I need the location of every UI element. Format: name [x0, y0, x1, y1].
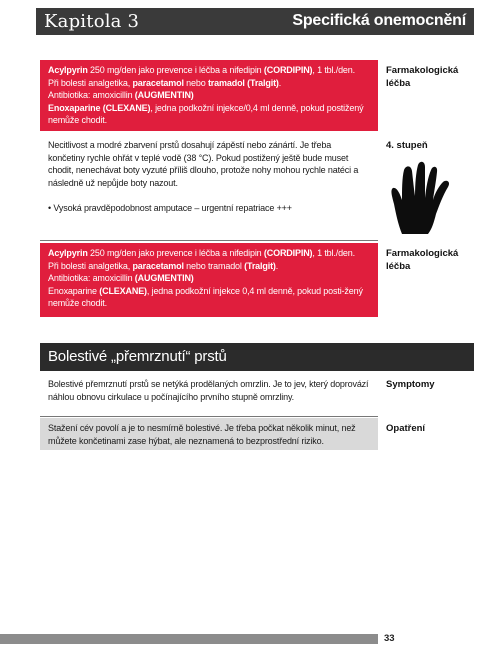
text-line — [48, 89, 370, 102]
text-line — [48, 260, 370, 273]
drug-brand: (CLEXANE) — [99, 285, 147, 296]
drug-name: paracetamol — [132, 77, 184, 88]
text-span: Enoxaparine — [48, 285, 100, 296]
section-label: Specifická onemocnění — [292, 12, 466, 29]
text-span: Antibiotika: amoxicillin — [48, 273, 135, 284]
text-line — [48, 285, 370, 310]
text-line — [48, 64, 370, 77]
drug-name: Acylpyrin — [48, 65, 88, 75]
measures-text — [40, 418, 378, 450]
row-divider — [40, 240, 378, 241]
drug-brand: (Tralgit) — [247, 77, 279, 88]
symptoms-paragraph: Bolestivé přemrznutí prstů se netýká prodělaných omrzlin. Je to jev, který doprovází náhlou obnovu cirkulace u počínajícího prvního stupně omrzliny. — [48, 379, 369, 402]
symptoms-row — [40, 374, 474, 414]
treatment-text — [40, 60, 378, 131]
treatment-text — [40, 243, 378, 317]
section-title: Bolestivé „přemrznutí“ prstů — [48, 348, 227, 365]
text-line — [48, 77, 370, 90]
text-span: Při bolesti analgetika, — [48, 77, 133, 88]
text-span: . — [275, 260, 279, 271]
text-span: Při bolesti analgetika, — [48, 260, 133, 271]
grade-bullet: • Vysoká pravděpodobnost amputace – urgentní repatriace +++ — [48, 203, 292, 214]
text-span: nebo tramadol — [183, 260, 245, 271]
drug-brand: (AUGMENTIN) — [134, 273, 194, 284]
chapter-header — [36, 8, 474, 35]
glove-icon — [388, 160, 456, 236]
footer-bar — [0, 634, 378, 644]
treatment-row-2 — [40, 243, 474, 317]
measures-paragraph: Stažení cév povolí a je to nesmírně bolestivé. Je třeba počkat několik minut, než můžete končetinami zase hýbat, ale neznamená to bezprostřední riziko. — [48, 423, 356, 446]
grade-text — [40, 135, 378, 239]
text-line — [48, 247, 370, 260]
row-label: 4. stupeň — [386, 140, 428, 151]
treatment-row-1 — [40, 60, 474, 131]
grade-paragraph: Necitlivost a modré zbarvení prstů dosahují zápěstí nebo zánártí. Je třeba končetiny rychle ohřát v teplé vodě (38 °C). Pokud postižený ještě bude muset chodit, nenechávat boty vyzuté příliš dlouho, protože nohy mohou rychle natéci a následně už nepůjde boty nazout. — [48, 140, 359, 188]
text-line — [48, 272, 370, 285]
drug-name: tramadol — [207, 77, 248, 88]
drug-name: Acylpyrin — [48, 248, 88, 258]
measures-row — [40, 418, 474, 450]
drug-name: paracetamol — [132, 260, 184, 271]
text-span: . — [278, 77, 282, 88]
row-label: Farmakologická léčba — [386, 65, 459, 89]
row-divider — [40, 416, 378, 417]
text-span: 250 mg/den jako prevence i léčba a nifedipin — [87, 248, 264, 258]
text-span: , 1 tbl./den. — [312, 248, 355, 258]
drug-brand: (CORDIPIN) — [263, 65, 313, 75]
text-span: nebo — [183, 77, 208, 88]
row-label: Opatření — [386, 423, 426, 434]
page-number: 33 — [384, 633, 395, 644]
text-line — [48, 102, 370, 127]
row-label: Symptomy — [386, 379, 435, 390]
chapter-label: Kapitola 3 — [44, 11, 140, 32]
row-label: Farmakologická léčba — [386, 248, 459, 272]
text-span: , jedna podkožní injekce 0,4 ml denně, pokud posti-žený nemůže chodit. — [48, 285, 363, 309]
section-header — [40, 343, 474, 371]
drug-brand: (Tralgit) — [244, 260, 276, 271]
text-span: 250 mg/den jako prevence i léčba a nifedipin — [87, 65, 264, 75]
drug-name: Enoxaparine (CLEXANE) — [48, 102, 151, 113]
symptoms-text — [40, 374, 378, 414]
text-span: Antibiotika: amoxicillin — [48, 90, 135, 101]
text-span: , jedna podkožní injekce/0,4 ml denně, pokud postižený nemůže chodit. — [48, 102, 364, 126]
drug-brand: (CORDIPIN) — [263, 248, 313, 258]
drug-brand: (AUGMENTIN) — [134, 90, 194, 101]
text-span: , 1 tbl./den. — [312, 65, 355, 75]
